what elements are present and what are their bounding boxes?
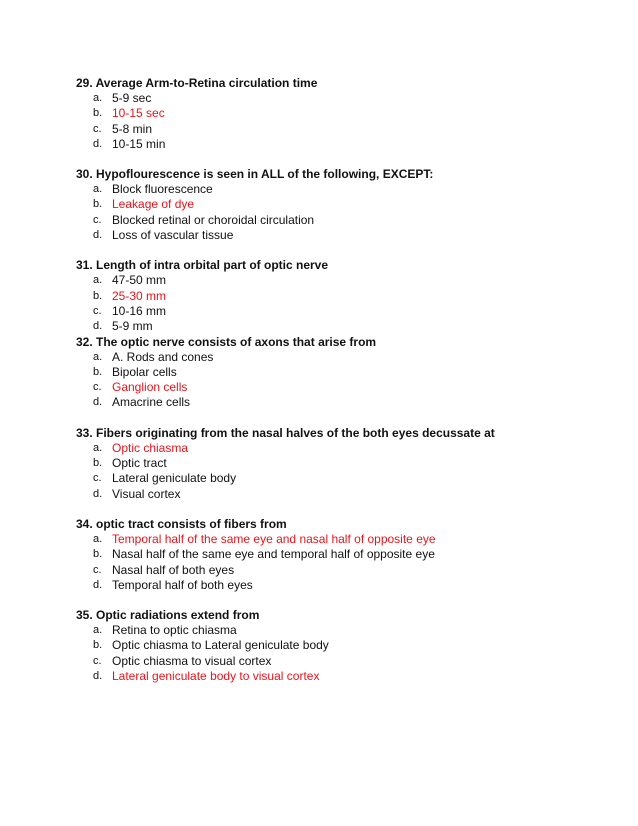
- option-letter: a.: [93, 624, 103, 637]
- option-letter: b.: [93, 198, 103, 211]
- option-list: [76, 182, 638, 243]
- option-text: 10-15 sec: [112, 106, 165, 121]
- question-title: 29. Average Arm-to-Retina circulation time: [76, 76, 318, 90]
- option-letter: d.: [93, 670, 103, 683]
- option-text: Nasal half of the same eye and temporal half of opposite eye: [112, 547, 435, 562]
- option-letter: d.: [93, 396, 103, 409]
- option-a-correct: [76, 532, 638, 547]
- option-a: [76, 623, 638, 638]
- option-letter: c.: [93, 563, 102, 576]
- option-d: [76, 578, 638, 593]
- option-text: Optic tract: [112, 456, 167, 471]
- option-letter: c.: [93, 122, 102, 135]
- question-title: 31. Length of intra orbital part of optic nerve: [76, 258, 329, 273]
- option-letter: d.: [93, 487, 103, 500]
- option-letter: d.: [93, 578, 103, 591]
- option-b: [76, 456, 638, 471]
- option-text: 5-9 sec: [112, 91, 152, 105]
- option-d: [76, 137, 638, 152]
- option-text: Bipolar cells: [112, 364, 177, 379]
- question-30: [76, 167, 638, 243]
- option-letter: d.: [93, 137, 103, 150]
- option-letter: a.: [93, 532, 103, 545]
- option-b-correct: [76, 106, 638, 121]
- option-list: [76, 91, 638, 152]
- question-title: 34. optic tract consists of fibers from: [76, 516, 287, 531]
- option-text: Lateral geniculate body to visual cortex: [112, 669, 320, 684]
- option-c: [76, 654, 638, 669]
- question-34: [76, 517, 638, 593]
- option-list: [76, 623, 638, 684]
- option-text: Leakage of dye: [112, 197, 195, 212]
- option-c: [76, 471, 638, 486]
- option-text: 10-16 mm: [112, 303, 167, 318]
- question-31: [76, 258, 638, 334]
- option-text: Loss of vascular tissue: [112, 228, 234, 243]
- option-a: [76, 91, 638, 106]
- option-letter: a.: [93, 441, 103, 454]
- option-b-correct: [76, 289, 638, 304]
- option-letter: a.: [93, 350, 103, 363]
- option-text: Block fluorescence: [112, 182, 213, 197]
- question-32: [76, 335, 638, 411]
- option-letter: a.: [93, 92, 103, 104]
- option-letter: b.: [93, 639, 103, 652]
- option-list: [76, 532, 638, 593]
- option-letter: d.: [93, 229, 103, 242]
- option-text: Retina to optic chiasma: [112, 623, 237, 638]
- option-text: 10-15 min: [112, 136, 166, 151]
- option-text: Optic chiasma to Lateral geniculate body: [112, 638, 329, 653]
- option-b-correct: [76, 197, 638, 212]
- option-d-correct: [76, 669, 638, 684]
- option-text: Lateral geniculate body: [112, 471, 237, 486]
- option-a: [76, 273, 638, 288]
- question-35: [76, 608, 638, 684]
- option-letter: c.: [93, 304, 102, 317]
- option-text: Ganglion cells: [112, 380, 188, 395]
- option-list: [76, 441, 638, 502]
- option-text: Visual cortex: [112, 486, 181, 501]
- option-text: A. Rods and cones: [112, 349, 214, 364]
- option-a: [76, 182, 638, 197]
- option-c: [76, 213, 638, 228]
- option-d: [76, 319, 638, 334]
- option-letter: c.: [93, 213, 102, 226]
- question-title: 33. Fibers originating from the nasal halves of the both eyes decussate at: [76, 425, 495, 440]
- option-c: [76, 122, 638, 137]
- option-d: [76, 487, 638, 502]
- option-text: Nasal half of both eyes: [112, 562, 235, 577]
- option-text: 25-30 mm: [112, 288, 167, 303]
- option-b: [76, 638, 638, 653]
- option-letter: b.: [93, 457, 103, 470]
- option-letter: c.: [93, 381, 102, 394]
- option-c: [76, 563, 638, 578]
- question-29: [76, 76, 638, 152]
- option-text: Amacrine cells: [112, 395, 191, 410]
- option-text: 5-8 min: [112, 121, 153, 136]
- option-letter: a.: [93, 183, 103, 196]
- option-a-correct: [76, 441, 638, 456]
- option-letter: b.: [93, 289, 103, 302]
- option-letter: c.: [93, 654, 102, 667]
- option-letter: d.: [93, 320, 103, 333]
- option-text: Optic chiasma to visual cortex: [112, 653, 272, 668]
- option-text: Temporal half of the same eye and nasal half of opposite eye: [112, 531, 436, 546]
- option-c: [76, 304, 638, 319]
- option-letter: a.: [93, 274, 103, 287]
- question-title: 32. The optic nerve consists of axons that arise from: [76, 334, 377, 349]
- option-d: [76, 228, 638, 243]
- option-list: [76, 273, 638, 334]
- option-d: [76, 395, 638, 410]
- question-title: 30. Hypoflourescence is seen in ALL of the following, EXCEPT:: [76, 167, 434, 182]
- option-text: 47-50 mm: [112, 273, 167, 288]
- option-text: Blocked retinal or choroidal circulation: [112, 212, 315, 227]
- question-title: 35. Optic radiations extend from: [76, 608, 260, 623]
- option-letter: b.: [93, 548, 103, 561]
- option-list: [76, 350, 638, 411]
- option-b: [76, 365, 638, 380]
- option-letter: b.: [93, 107, 103, 120]
- option-letter: b.: [93, 365, 103, 378]
- option-c-correct: [76, 380, 638, 395]
- option-text: 5-9 mm: [112, 319, 153, 334]
- option-a: [76, 350, 638, 365]
- option-letter: c.: [93, 472, 102, 485]
- option-text: Temporal half of both eyes: [112, 577, 253, 592]
- option-text: Optic chiasma: [112, 440, 189, 455]
- option-b: [76, 547, 638, 562]
- question-33: [76, 426, 638, 502]
